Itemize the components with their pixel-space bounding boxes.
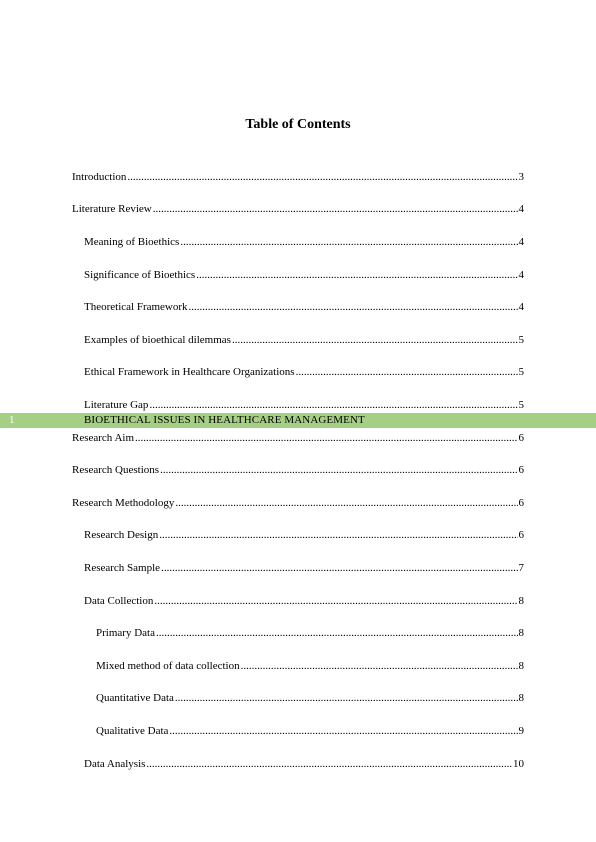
toc-entry-literature-gap[interactable] [84,398,524,412]
running-header-page-number: 1 [9,414,15,426]
toc-entry-page: 4 [518,269,524,281]
dot-leader [296,365,518,379]
toc-entry-label: Research Methodology [72,497,175,509]
toc-entry-page: 6 [518,432,524,444]
toc-entry-page: 7 [518,562,524,574]
toc-entry-primary-data[interactable] [96,626,524,640]
toc-entry-label: Literature Gap [84,399,149,411]
toc-entry-page: 5 [518,399,524,411]
toc-entry-label: Research Sample [84,562,161,574]
dot-leader [160,463,517,477]
toc-entry-mixed-method[interactable] [96,659,524,673]
toc-entry-page: 3 [518,171,524,183]
toc-entry-page: 10 [513,758,524,770]
dot-leader [159,528,517,542]
toc-entry-label: Research Aim [72,432,135,444]
dot-leader [189,300,518,314]
toc-entry-page: 4 [518,236,524,248]
toc-entry-label: Examples of bioethical dilemmas [84,334,231,346]
dot-leader [135,431,517,445]
toc-entry-research-aim[interactable] [72,431,524,445]
toc-entry-bioethical-dilemmas[interactable] [84,333,524,347]
toc-entry-research-questions[interactable] [72,463,524,477]
toc-entry-label: Introduction [72,171,127,183]
toc-entry-page: 4 [518,203,524,215]
toc-entry-label: Mixed method of data collection [96,660,240,672]
running-header-title: BIOETHICAL ISSUES IN HEALTHCARE MANAGEMENT [84,414,365,426]
dot-leader [232,333,518,347]
toc-entry-page: 8 [518,692,524,704]
dot-leader [146,757,512,771]
toc-entry-literature-review[interactable] [72,202,524,216]
page-title: Table of Contents [245,117,351,132]
toc-entry-label: Data Collection [84,595,154,607]
dot-leader [156,626,518,640]
toc-entry-research-methodology[interactable] [72,496,524,510]
toc-entry-page: 8 [518,627,524,639]
toc-entry-theoretical-framework[interactable] [84,300,524,314]
toc-entry-page: 5 [518,334,524,346]
dot-leader [175,691,518,705]
toc-entry-data-collection[interactable] [84,594,524,608]
toc-entry-ethical-framework[interactable] [84,365,524,379]
dot-leader [196,268,517,282]
toc-entry-significance-of-bioethics[interactable] [84,268,524,282]
toc-entry-page: 6 [518,497,524,509]
toc-entry-research-design[interactable] [84,528,524,542]
dot-leader [161,561,517,575]
toc-entry-page: 5 [518,366,524,378]
toc-entry-label: Literature Review [72,203,152,215]
toc-entry-label: Meaning of Bioethics [84,236,180,248]
toc-entry-page: 4 [518,301,524,313]
toc-entry-research-sample[interactable] [84,561,524,575]
toc-entry-page: 8 [518,595,524,607]
dot-leader [149,398,517,412]
toc-entry-data-analysis[interactable] [84,757,524,771]
toc-entry-page: 6 [518,464,524,476]
toc-entry-label: Significance of Bioethics [84,269,196,281]
dot-leader [153,202,518,216]
toc-entry-label: Data Analysis [84,758,146,770]
dot-leader [180,235,517,249]
dot-leader [127,170,517,184]
toc-entry-quantitative-data[interactable] [96,691,524,705]
toc-entry-page: 6 [518,529,524,541]
toc-entry-meaning-of-bioethics[interactable] [84,235,524,249]
toc-entry-label: Research Questions [72,464,160,476]
toc-entry-introduction[interactable] [72,170,524,184]
dot-leader [175,496,517,510]
toc-entry-label: Theoretical Framework [84,301,188,313]
dot-leader [154,594,517,608]
dot-leader [169,724,517,738]
toc-entry-label: Research Design [84,529,159,541]
toc-entry-label: Primary Data [96,627,155,639]
toc-entry-label: Qualitative Data [96,725,169,737]
toc-entry-label: Quantitative Data [96,692,174,704]
dot-leader [241,659,518,673]
toc-entry-page: 8 [518,660,524,672]
running-header-bar [0,413,596,428]
toc-entry-page: 9 [518,725,524,737]
toc-entry-qualitative-data[interactable] [96,724,524,738]
toc-entry-label: Ethical Framework in Healthcare Organizations [84,366,295,378]
